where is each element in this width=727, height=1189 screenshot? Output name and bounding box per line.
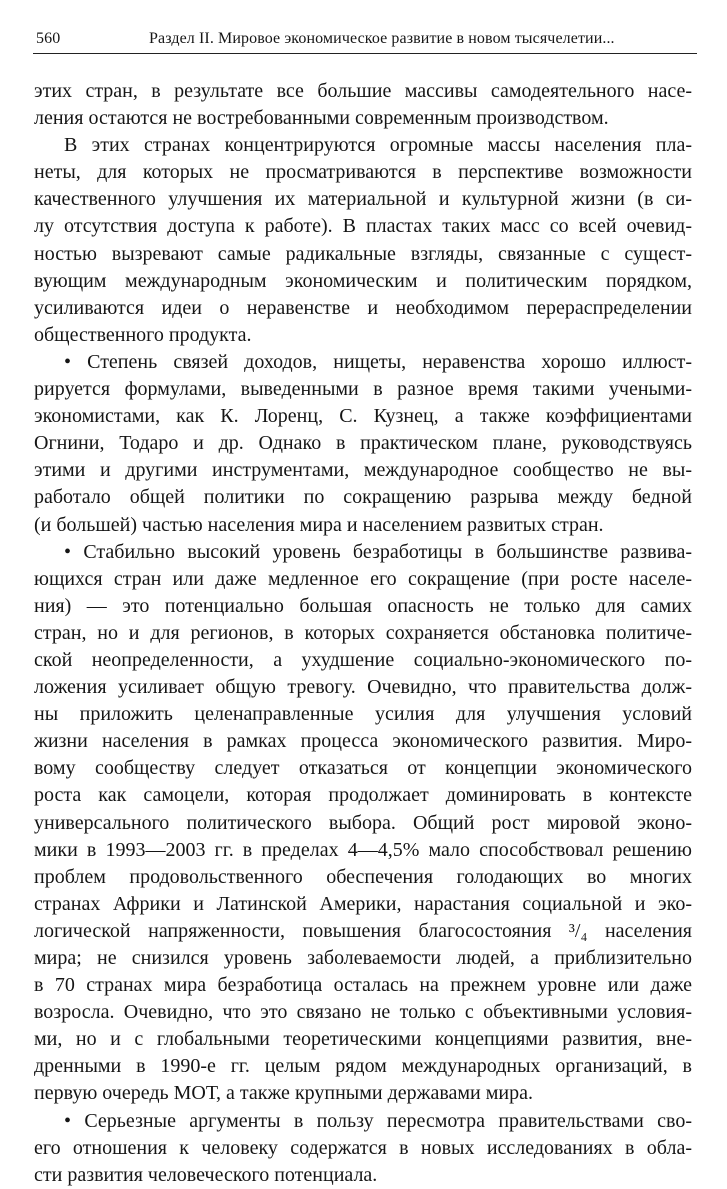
text-line: неты, для которых не просматриваются в перспективе возможности [34,161,692,184]
text-line: этими и другими инструментами, международное сообщество не вы- [34,459,692,482]
text-line: универсального политического выбора. Общий рост мировой эконо- [34,811,692,834]
text-line: (и большей) частью населения мира и населением развитых стран. [34,513,604,536]
paragraph-2 [34,132,692,349]
text-line: экономистами, как К. Лоренц, С. Кузнец, а также коэффициентами [34,405,692,428]
text-line: ми, но и с глобальными теоретическими концепциями развития, вне- [34,1028,692,1051]
running-header [33,30,697,52]
text-line: ющихся стран или даже медленное его сокращение (при росте населе- [34,567,692,590]
text-line: ской неопределенности, а ухудшение социально-экономического по- [34,648,692,671]
header-rule [33,53,697,54]
text-line: ния) — это потенциально большая опасность не только для самих [34,594,692,617]
text-line: Огнини, Тодаро и др. Однако в практическом плане, руководствуясь [34,432,692,455]
text-line: общественного продукта. [34,323,252,346]
text-line: вующим международным экономическим и политическим порядком, [34,269,692,292]
text-line: ления остаются не востребованными современным производством. [34,107,609,130]
text-line: качественного улучшения их материальной и культурной жизни (в си- [34,188,692,211]
text-line: ностью вызревают самые радикальные взгляды, связанные с сущест- [34,242,692,265]
text-line: ложения усиливает общую тревогу. Очевидно, что правительства долж- [34,676,692,699]
text-line: стран, но и для регионов, в которых сохраняется обстановка политиче- [34,621,692,644]
text-line: вому сообществу следует отказаться от концепции экономического [34,757,692,780]
section-title: Раздел II. Мировое экономическое развитие в новом тысячелетии... [149,30,615,47]
text-line: жизни населения в рамках процесса экономического развития. Миро- [34,730,692,753]
text-line: усиливаются идеи о неравенстве и необходимом перераспределении [34,296,692,319]
paragraph-3-bullet [34,349,692,539]
text-line: его отношения к человеку содержатся в новых исследованиях в обла- [34,1136,692,1159]
text-line: дренными в 1990-е гг. целым рядом международных организаций, в [34,1055,692,1078]
body-text [34,78,692,1189]
text-line: • Серьезные аргументы в пользу пересмотра правительствами сво- [64,1109,692,1132]
text-line: в 70 странах мира безработица осталась на прежнем уровне или даже [34,974,692,997]
text-line: рируется формулами, выведенными в разное время такими учеными- [34,378,692,401]
text-line: этих стран, в результате все большие массивы самодеятельного насе- [34,80,692,102]
text-line: мики в 1993—2003 гг. в пределах 4—4,5% мало способствовал решению [34,838,692,861]
text-line: лу отсутствия доступа к работе). В пластах таких масс со всей очевид- [34,215,692,238]
page-number: 560 [36,30,61,47]
text-line: мира; не снизился уровень заболеваемости людей, а приблизительно [34,947,692,969]
text-line: возросла. Очевидно, что это связано не только с объективными условия- [34,1001,692,1024]
text-line: логической напряженности, повышения благосостояния ³/₄ населения [34,919,692,942]
paragraph-5-bullet [34,1108,692,1189]
text-line: сти развития человеческого потенциала. [34,1163,378,1186]
paragraph-1 [34,78,692,132]
text-line: первую очередь МОТ, а также крупными державами мира. [34,1082,533,1105]
paragraph-4-bullet [34,539,692,1108]
text-line: В этих странах концентрируются огромные массы населения пла- [64,134,692,157]
text-line: проблем продовольственного обеспечения голодающих во многих [34,865,692,888]
text-line: работало общей политики по сокращению разрыва между бедной [34,486,692,509]
text-line: • Степень связей доходов, нищеты, неравенства хорошо иллюст- [64,350,692,373]
text-line: роста как самоцели, которая продолжает доминировать в контексте [34,784,692,807]
text-line: странах Африки и Латинской Америки, нарастания социальной и эко- [34,892,692,915]
text-line: ны приложить целенаправленные усилия для улучшения условий [34,703,692,726]
text-line: • Стабильно высокий уровень безработицы в большинстве развива- [64,540,692,563]
